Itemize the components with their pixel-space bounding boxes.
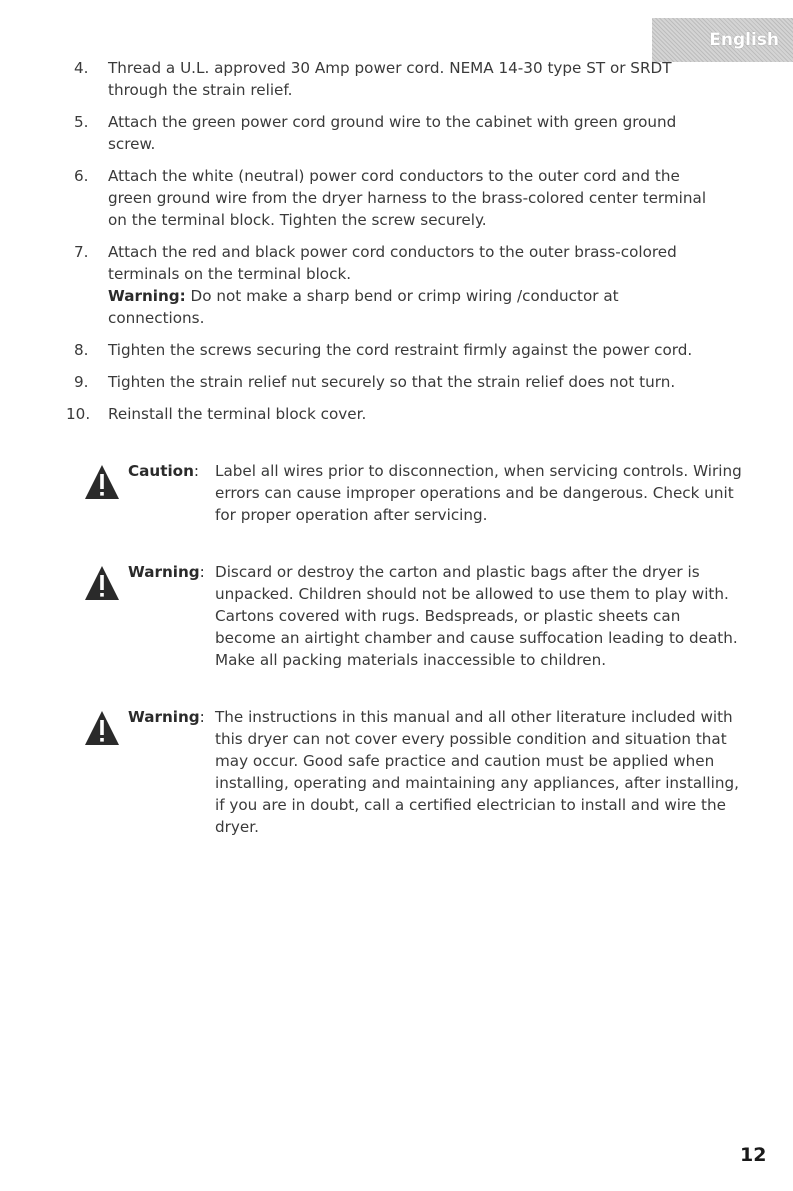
step-text: Tighten the strain relief nut securely so that the strain relief does not turn.	[108, 373, 676, 391]
step-number: 9.	[74, 373, 89, 391]
step-4	[74, 57, 714, 101]
step-number: 4.	[74, 59, 89, 77]
step-9	[74, 371, 714, 393]
step-number: 5.	[74, 113, 89, 131]
warning-notice-packaging	[84, 561, 744, 671]
language-tab	[652, 18, 793, 62]
step-number: 10.	[66, 405, 91, 423]
warning-triangle-icon	[84, 710, 120, 746]
step-8	[74, 339, 714, 361]
inline-warning-label: Warning:	[108, 287, 186, 305]
notice-text: Discard or destroy the carton and plastic bags after the dryer is unpacked. Children should not be allowed to use them to play with. Cartons covered with rugs. Bedspreads, or plastic sheets can become an airtight chamber and cause suffocation leading to death. Make all packing materials inaccessible to children.	[215, 563, 738, 669]
step-text: Reinstall the terminal block cover.	[108, 405, 367, 423]
step-text: Attach the green power cord ground wire to the cabinet with green ground screw.	[108, 113, 677, 153]
language-tab-label: English	[709, 30, 779, 50]
step-5	[74, 111, 714, 155]
warning-notice-instructions	[84, 706, 744, 838]
warning-triangle-icon	[84, 464, 120, 500]
caution-notice	[84, 460, 744, 526]
step-text: Tighten the screws securing the cord restraint firmly against the power cord.	[108, 341, 693, 359]
notice-label: Warning:	[128, 708, 205, 726]
inline-warning-text: Do not make a sharp bend or crimp wiring /conductor at connections.	[108, 287, 619, 327]
step-number: 6.	[74, 167, 89, 185]
notice-label: Warning:	[128, 563, 205, 581]
notice-text: Label all wires prior to disconnection, when servicing controls. Wiring errors can cause improper operations and be dangerous. Check unit for proper operation after servicing.	[215, 462, 742, 524]
step-text: Thread a U.L. approved 30 Amp power cord. NEMA 14-30 type ST or SRDT through the strain relief.	[108, 59, 672, 99]
instruction-steps	[66, 57, 714, 435]
warning-triangle-icon	[84, 565, 120, 601]
step-10	[66, 403, 714, 425]
page-number: 12	[740, 1144, 767, 1166]
notice-text: The instructions in this manual and all other literature included with this dryer can not cover every possible condition and situation that may occur. Good safe practice and caution must be applied when installing, operating and maintaining any appliances, after installing, if you are in doubt, call a certified electrician to install and wire the dryer.	[215, 708, 739, 836]
step-7	[74, 241, 714, 329]
step-number: 7.	[74, 243, 89, 261]
step-6	[74, 165, 714, 231]
step-number: 8.	[74, 341, 89, 359]
step-text: Attach the white (neutral) power cord conductors to the outer cord and the green ground wire from the dryer harness to the brass-colored center terminal on the terminal block. Tighten the screw securely.	[108, 167, 707, 229]
notice-label: Caution:	[128, 462, 200, 480]
step-text: Attach the red and black power cord conductors to the outer brass-colored terminals on the terminal block.	[108, 243, 677, 283]
